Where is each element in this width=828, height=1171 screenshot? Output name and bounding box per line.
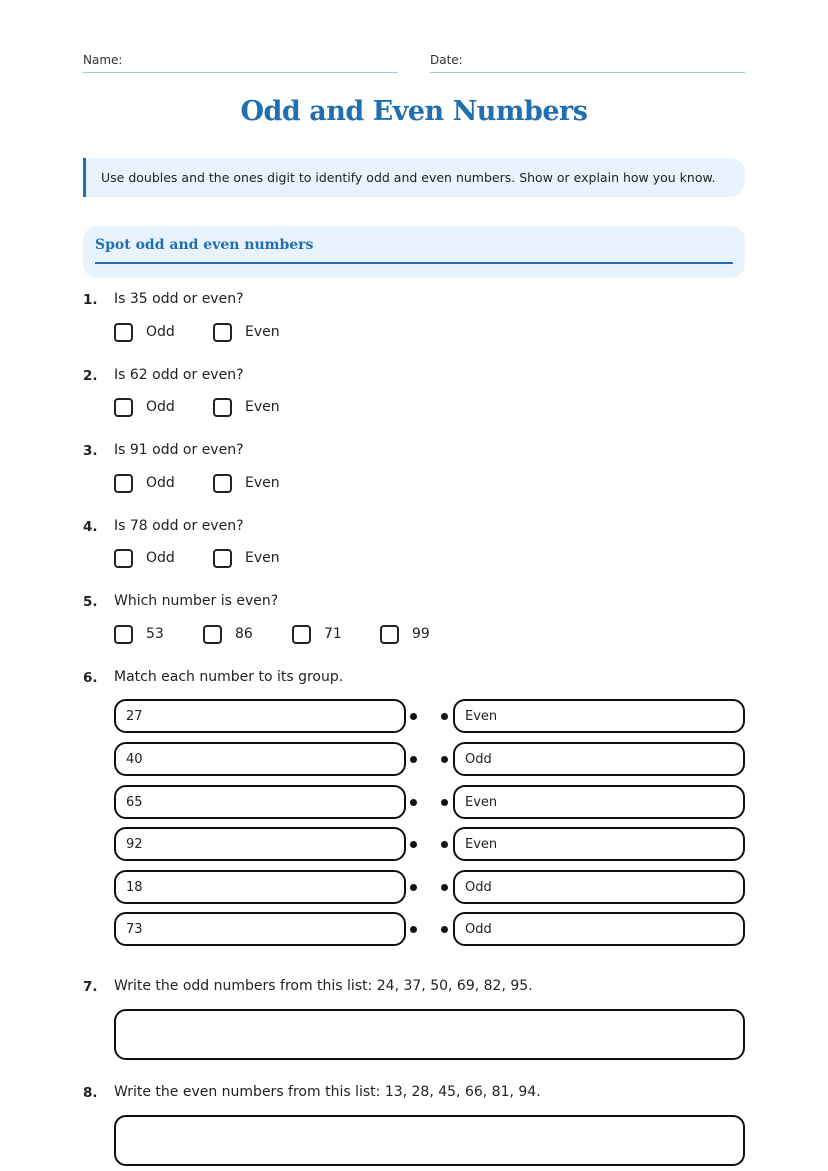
match-dot-right[interactable]	[441, 799, 448, 806]
option-label: Even	[245, 324, 280, 340]
option-label: Odd	[146, 399, 175, 415]
checkbox-q5-99[interactable]	[380, 625, 399, 644]
question-text: Is 91 odd or even?	[114, 442, 244, 458]
question-number: 2.	[83, 368, 98, 384]
date-field[interactable]	[430, 72, 745, 73]
question-number: 5.	[83, 594, 98, 610]
match-left-item[interactable]: 40	[114, 742, 406, 776]
option-label: Odd	[146, 550, 175, 566]
match-left-item[interactable]: 73	[114, 912, 406, 946]
match-dot-left[interactable]	[410, 884, 417, 891]
match-right-item[interactable]: Even	[453, 699, 745, 733]
option-label: 99	[412, 626, 430, 642]
match-right-item[interactable]: Odd	[453, 912, 745, 946]
question-number: 6.	[83, 670, 98, 686]
name-field[interactable]	[83, 72, 398, 73]
question-text: Match each number to its group.	[114, 669, 344, 685]
match-left-item[interactable]: 27	[114, 699, 406, 733]
question-number: 8.	[83, 1085, 98, 1101]
question-text: Is 78 odd or even?	[114, 518, 244, 534]
page-title: Odd and Even Numbers	[240, 96, 588, 127]
question-text: Which number is even?	[114, 593, 279, 609]
match-dot-left[interactable]	[410, 841, 417, 848]
checkbox-q3-even[interactable]	[213, 474, 232, 493]
question-number: 1.	[83, 292, 98, 308]
checkbox-q5-86[interactable]	[203, 625, 222, 644]
match-right-item[interactable]: Odd	[453, 742, 745, 776]
question-text: Is 35 odd or even?	[114, 291, 244, 307]
match-right-item[interactable]: Even	[453, 785, 745, 819]
answer-box-q7[interactable]	[114, 1009, 745, 1060]
match-dot-right[interactable]	[441, 713, 448, 720]
checkbox-q4-even[interactable]	[213, 549, 232, 568]
match-dot-right[interactable]	[441, 926, 448, 933]
checkbox-q5-71[interactable]	[292, 625, 311, 644]
match-dot-left[interactable]	[410, 756, 417, 763]
match-left-item[interactable]: 65	[114, 785, 406, 819]
name-label: Name:	[83, 53, 123, 67]
question-number: 7.	[83, 979, 98, 995]
option-label: Even	[245, 550, 280, 566]
section-header	[83, 226, 745, 278]
question-number: 3.	[83, 443, 98, 459]
match-right-item[interactable]: Even	[453, 827, 745, 861]
section-divider	[95, 262, 733, 264]
match-dot-right[interactable]	[441, 756, 448, 763]
option-label: Odd	[146, 324, 175, 340]
question-text: Is 62 odd or even?	[114, 367, 244, 383]
answer-box-q8[interactable]	[114, 1115, 745, 1166]
checkbox-q3-odd[interactable]	[114, 474, 133, 493]
checkbox-q2-even[interactable]	[213, 398, 232, 417]
option-label: Even	[245, 475, 280, 491]
instructions-box	[83, 158, 745, 197]
match-dot-left[interactable]	[410, 926, 417, 933]
match-left-item[interactable]: 92	[114, 827, 406, 861]
option-label: Even	[245, 399, 280, 415]
checkbox-q5-53[interactable]	[114, 625, 133, 644]
option-label: 53	[146, 626, 164, 642]
match-dot-left[interactable]	[410, 713, 417, 720]
date-label: Date:	[430, 53, 463, 67]
match-dot-right[interactable]	[441, 841, 448, 848]
checkbox-q1-odd[interactable]	[114, 323, 133, 342]
checkbox-q2-odd[interactable]	[114, 398, 133, 417]
instructions-text: Use doubles and the ones digit to identify odd and even numbers. Show or explain how you know.	[101, 170, 716, 185]
match-dot-right[interactable]	[441, 884, 448, 891]
option-label: 86	[235, 626, 253, 642]
section-title: Spot odd and even numbers	[95, 237, 314, 253]
question-text: Write the odd numbers from this list: 24, 37, 50, 69, 82, 95.	[114, 978, 533, 994]
checkbox-q4-odd[interactable]	[114, 549, 133, 568]
match-right-item[interactable]: Odd	[453, 870, 745, 904]
match-left-item[interactable]: 18	[114, 870, 406, 904]
question-number: 4.	[83, 519, 98, 535]
match-dot-left[interactable]	[410, 799, 417, 806]
option-label: Odd	[146, 475, 175, 491]
option-label: 71	[324, 626, 342, 642]
checkbox-q1-even[interactable]	[213, 323, 232, 342]
question-text: Write the even numbers from this list: 13, 28, 45, 66, 81, 94.	[114, 1084, 541, 1100]
